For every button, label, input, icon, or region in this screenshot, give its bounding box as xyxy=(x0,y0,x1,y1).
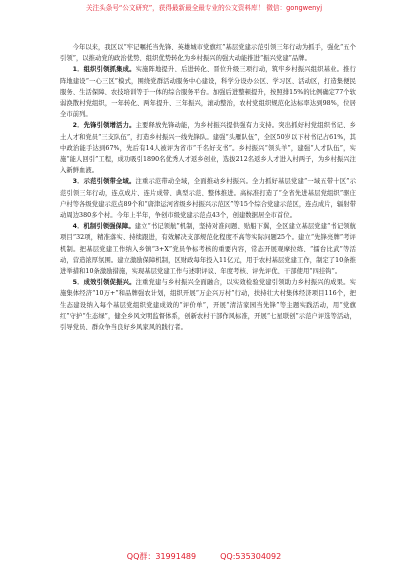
document-body xyxy=(60,42,356,333)
intro-paragraph: 今年以来，我区以“牢记嘱托当先锋、英雄城市党旗红”基层党建示范引领三年行动为抓手，强化“五个引领”，以推动党的政治优势、组织优势转化为乡村振兴的强大动能推进“振兴党建”品牌。 xyxy=(60,44,356,63)
qq-number: QQ:535304092 xyxy=(220,552,282,561)
section-heading: 2．先锋引领增活力。 xyxy=(72,122,136,130)
section-text: 注重示范带动全域，全面推动乡村振兴。全力抓好基层党建“一域五带十区”示范引领三年行动，连点成片、连片成带、典型示范、整体推进。高标准打造了“全省先进基层党组织”驱庄户村等各级党建示范点89个和“唐津运河省级乡村振兴示范区”等15个综合党建示范区，连点成片，辐射带动周边380多个村。今年上半年，争创市级党建示范点43个，创建数据居全市首位。 xyxy=(60,178,356,220)
contact-footer xyxy=(0,552,408,562)
section-paragraph xyxy=(60,221,356,277)
qq-group-number: QQ群：31991489 xyxy=(126,552,197,561)
section-heading: 4．机制引领强保障。 xyxy=(72,223,135,231)
section-heading: 3．示范引领带全域。 xyxy=(72,178,136,186)
section-text: 主要释放先锋动能，为乡村振兴提供强有力支持。突出抓好村党组织书记、乡土人才和党员“三支队伍”，打造乡村振兴一线先锋队。建强“头雁队伍”，全区50岁以下村书记占61%，其中政治能手达到67%，先后有14人被评为省市“千名好支书”。乡村振兴“领头羊”，建强“人才队伍”，实施“能人回引”工程，成功吸引1890名优秀人才返乡创业，选拔212名返乡人才进入村两子，为乡村振兴注入新鲜血液。 xyxy=(60,122,356,175)
section-text: 实施阵地提升、后进转化、晋位升级三项行动，筑牢乡村振兴组织基业。推行阵地建设“一心三区”模式，围绕党群活动服务中心建设，科学分设办公区、学习区、活动区，打造集便民服务、生活保障、农技培训等于一体的综合服务平台。加强后进整顿提升，按照排15%的比例确定77个软弱涣散村党组织，一年转化、两年提升、三年振兴，滚动整治，农村党组织规范化达标率达到98%，位居全市前列。 xyxy=(60,66,356,119)
section-paragraph xyxy=(60,277,356,333)
section-text: 注重党建与乡村振兴全面融合，以实效检验党建引领助力乡村振兴的成果。实施集体经济“10万+”和品牌强农计划，组织开展“万企兴万村”行动，扶持壮大村集体经济项目116个，把生态建设纳入每个基层党组织党建成效的“评价单”，开展“清洁家园当先锋”等主题实践活动，用“党旗红”守护“生态绿”，健全乡风文明监督体系，创新农村干部作风标准，开展“七星联创”示范户评选等活动，引导党员、群众争当良好乡风家风的践行者。 xyxy=(60,279,356,332)
section-paragraph xyxy=(60,120,356,176)
promo-banner: 关注头条号“公文研究”，获得最新最全最专业的公文资料库！ 微信：gongwenyj xyxy=(85,4,323,12)
section-text: 建立“书记领航”机制，坚持对准问题、贴船下翼，全区建立基层党建“书记领航项目”32项，精准落实、持续跟进，有效解决支部规范化程度不高等实际问题25个。建立“先锋亮牌”考评机制。把基层党建工作纳入乡镇“3+X”党员争标考核的重要内容，常态开展观摩拉练、“擂台比武”等活动，营造浓厚氛围。建立激励保障机制，区财政每年投入11亿元，用于农村基层党建工作，制定了10条推进举措和10条激励措施，实现基层党建工作与述职评议、年度考核、评先评优、干部使用“四挂钩”。 xyxy=(60,223,356,276)
section-heading: 5．成效引领促振兴。 xyxy=(72,279,136,287)
section-paragraph xyxy=(60,64,356,120)
section-paragraph xyxy=(60,176,356,221)
section-heading: 1．组织引领抓集成。 xyxy=(72,66,136,74)
